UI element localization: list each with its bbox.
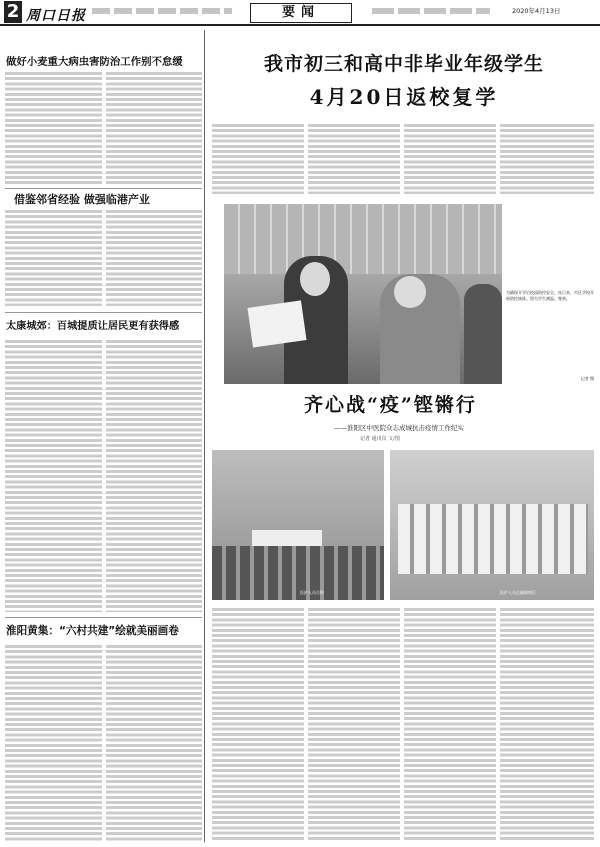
article-huaiyang — [5, 645, 102, 841]
article-wheat — [5, 72, 102, 184]
main-headline-line2: 4月20日返校复学 — [309, 85, 499, 109]
photo-paper — [247, 300, 306, 347]
photo-person-left-face — [300, 262, 330, 296]
masthead-info-left — [92, 8, 232, 14]
headline-apprentice: 借鉴邻省经验 做强临港产业 — [14, 193, 150, 206]
feature-article-col2 — [308, 608, 400, 840]
feature-article-col1 — [212, 608, 304, 840]
main-article-col2 — [308, 124, 400, 194]
photo-caption: 为确保开学后校园防控安全，连日来，市区学校开展防控演练。图为学生测温、签到。 — [506, 290, 594, 301]
divider-3 — [5, 617, 202, 618]
page-number: 2 — [4, 1, 22, 23]
feature-article-col3 — [404, 608, 496, 840]
feature-photo-1 — [212, 450, 384, 600]
photo-person-right-face — [394, 276, 426, 308]
article-taikang — [5, 340, 102, 612]
main-headline-line1: 我市初三和高中非毕业年级学生 — [263, 53, 544, 75]
feature-photo-1-caption: 医护人员合影 — [300, 590, 324, 595]
divider-2 — [5, 312, 202, 313]
photo2-staff — [398, 504, 588, 574]
main-photo — [224, 204, 502, 384]
divider-1 — [5, 188, 202, 189]
photo-building — [224, 204, 502, 274]
article-huaiyang-2 — [106, 645, 202, 841]
masthead-rule — [0, 24, 600, 26]
article-taikang-2 — [106, 340, 202, 612]
paper-name: 周口日报 — [26, 8, 86, 24]
feature-photo-2-caption: 医护人员在隔离病区 — [500, 590, 536, 595]
masthead-info-right — [372, 8, 490, 14]
article-apprentice — [5, 210, 102, 306]
feature-byline: 记者 通讯员 文/图 — [360, 436, 400, 442]
main-article-col3 — [404, 124, 496, 194]
feature-headline: 齐心战“疫”铿锵行 — [304, 394, 477, 416]
masthead — [0, 0, 600, 26]
section-title: 要闻 — [250, 3, 352, 23]
headline-wheat: 做好小麦重大病虫害防治工作别不怠缓 — [6, 56, 183, 68]
issue-date: 2020年4月13日 — [512, 7, 561, 15]
column-divider — [204, 30, 205, 842]
feature-article-col4 — [500, 608, 594, 840]
article-apprentice-2 — [106, 210, 202, 306]
feature-subheadline: ——淮阳区中医院众志成城抗击疫情工作纪实 — [334, 424, 464, 432]
article-wheat-2 — [106, 72, 202, 184]
photo-person-far — [464, 284, 502, 384]
main-article-col1 — [212, 124, 304, 194]
feature-photo-2 — [390, 450, 594, 600]
photo-credit: 记者 摄 — [580, 376, 594, 381]
main-article-col4 — [500, 124, 594, 194]
headline-taikang: 太康城郊：百城提质让居民更有获得感 — [6, 321, 180, 332]
headline-huaiyang: 淮阳黄集：“六村共建”绘就美丽画卷 — [6, 625, 179, 637]
